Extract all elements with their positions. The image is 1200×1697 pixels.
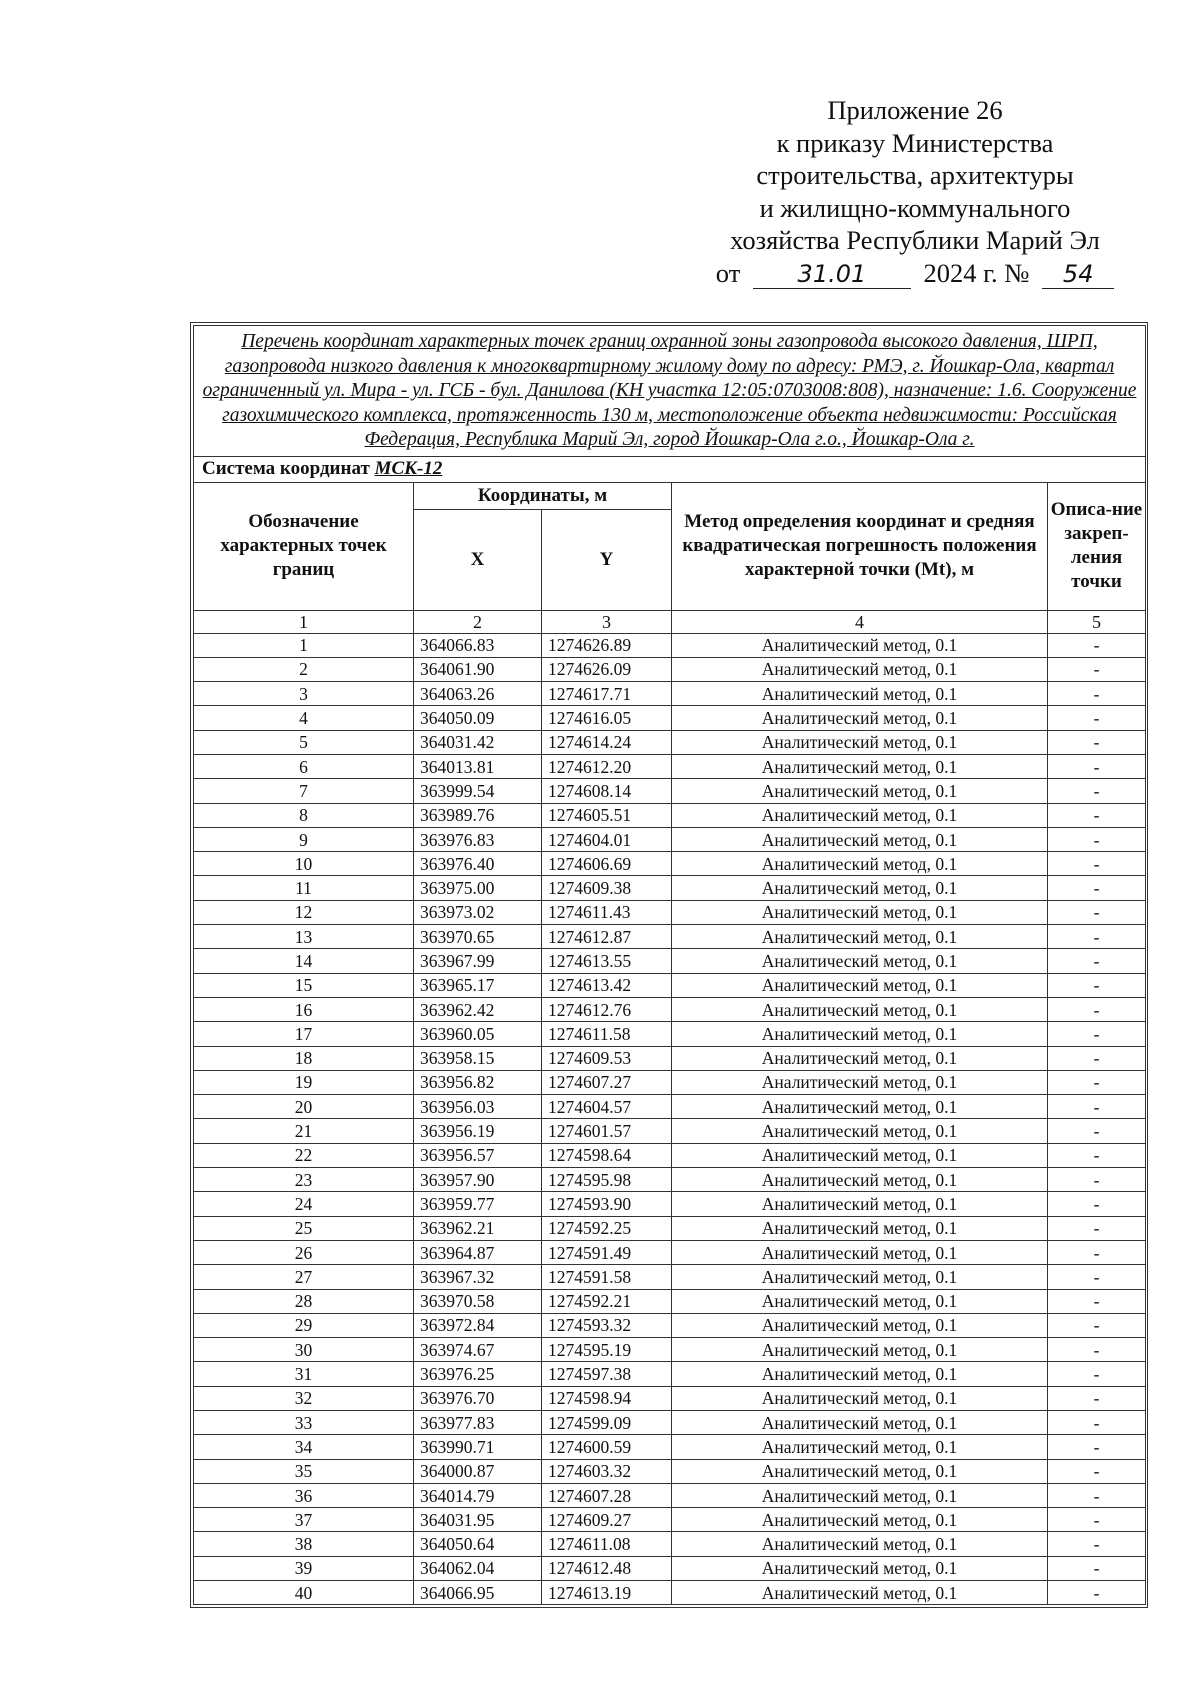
point-number-cell: 7 <box>194 779 414 803</box>
description-cell: - <box>1048 876 1146 900</box>
table-row <box>194 754 1146 778</box>
table-row <box>194 1240 1146 1264</box>
table-row <box>194 1338 1146 1362</box>
description-cell: - <box>1048 1483 1146 1507</box>
header-line-3: строительства, архитектуры <box>756 160 1074 190</box>
method-cell: Аналитический метод, 0.1 <box>672 876 1048 900</box>
header-method: Метод определения координат и средняя квадратическая погрешность положения характерной точки (Mt), м <box>672 482 1048 610</box>
y-coordinate-cell: 1274591.58 <box>542 1265 672 1289</box>
point-number-cell: 12 <box>194 900 414 924</box>
x-coordinate-cell: 363956.82 <box>414 1070 542 1094</box>
y-coordinate-cell: 1274606.69 <box>542 852 672 876</box>
coordinates-table <box>193 325 1146 1605</box>
method-cell: Аналитический метод, 0.1 <box>672 1556 1048 1580</box>
description-cell: - <box>1048 1168 1146 1192</box>
point-number-cell: 1 <box>194 633 414 657</box>
x-coordinate-cell: 364066.95 <box>414 1581 542 1605</box>
x-coordinate-cell: 363976.25 <box>414 1362 542 1386</box>
description-cell: - <box>1048 1508 1146 1532</box>
point-number-cell: 40 <box>194 1581 414 1605</box>
description-cell: - <box>1048 1022 1146 1046</box>
description-cell: - <box>1048 1119 1146 1143</box>
method-cell: Аналитический метод, 0.1 <box>672 1119 1048 1143</box>
method-cell: Аналитический метод, 0.1 <box>672 1532 1048 1556</box>
table-body <box>194 633 1146 1605</box>
description-cell: - <box>1048 1192 1146 1216</box>
table-row <box>194 1265 1146 1289</box>
y-coordinate-cell: 1274613.42 <box>542 973 672 997</box>
year-text: 2024 г. № <box>923 257 1030 288</box>
column-number: 1 <box>194 610 414 633</box>
point-number-cell: 10 <box>194 852 414 876</box>
y-coordinate-cell: 1274626.09 <box>542 657 672 681</box>
description-cell: - <box>1048 1046 1146 1070</box>
header-description: Описа-ние закреп-ления точки <box>1048 482 1146 610</box>
method-cell: Аналитический метод, 0.1 <box>672 1508 1048 1532</box>
y-coordinate-cell: 1274604.01 <box>542 827 672 851</box>
table-row <box>194 1313 1146 1337</box>
table-row <box>194 1362 1146 1386</box>
point-number-cell: 33 <box>194 1411 414 1435</box>
y-coordinate-cell: 1274613.55 <box>542 949 672 973</box>
table-row <box>194 682 1146 706</box>
method-cell: Аналитический метод, 0.1 <box>672 1022 1048 1046</box>
point-number-cell: 2 <box>194 657 414 681</box>
x-coordinate-cell: 364014.79 <box>414 1483 542 1507</box>
method-cell: Аналитический метод, 0.1 <box>672 949 1048 973</box>
point-number-cell: 19 <box>194 1070 414 1094</box>
x-coordinate-cell: 363960.05 <box>414 1022 542 1046</box>
y-coordinate-cell: 1274613.19 <box>542 1581 672 1605</box>
table-row <box>194 1459 1146 1483</box>
table-row <box>194 973 1146 997</box>
x-coordinate-cell: 363964.87 <box>414 1240 542 1264</box>
y-coordinate-cell: 1274607.27 <box>542 1070 672 1094</box>
table-row <box>194 779 1146 803</box>
method-cell: Аналитический метод, 0.1 <box>672 1265 1048 1289</box>
description-cell: - <box>1048 706 1146 730</box>
method-cell: Аналитический метод, 0.1 <box>672 1386 1048 1410</box>
description-cell: - <box>1048 754 1146 778</box>
point-number-cell: 37 <box>194 1508 414 1532</box>
table-row <box>194 852 1146 876</box>
date-prefix: от <box>715 257 741 288</box>
coordinate-system-value: МСК-12 <box>374 458 443 479</box>
header-line-4: и жилищно-коммунального <box>759 192 1071 223</box>
description-cell: - <box>1048 1313 1146 1337</box>
point-number-cell: 11 <box>194 876 414 900</box>
method-cell: Аналитический метод, 0.1 <box>672 1046 1048 1070</box>
x-coordinate-cell: 363965.17 <box>414 973 542 997</box>
description-cell: - <box>1048 852 1146 876</box>
x-coordinate-cell: 363962.21 <box>414 1216 542 1240</box>
point-number-cell: 22 <box>194 1143 414 1167</box>
point-number-cell: 38 <box>194 1532 414 1556</box>
table-row <box>194 1143 1146 1167</box>
description-cell: - <box>1048 1095 1146 1119</box>
description-cell: - <box>1048 827 1146 851</box>
point-number-cell: 3 <box>194 682 414 706</box>
y-coordinate-cell: 1274593.32 <box>542 1313 672 1337</box>
method-cell: Аналитический метод, 0.1 <box>672 925 1048 949</box>
point-number-cell: 9 <box>194 827 414 851</box>
description-cell: - <box>1048 1289 1146 1313</box>
method-cell: Аналитический метод, 0.1 <box>672 1240 1048 1264</box>
description-cell: - <box>1048 949 1146 973</box>
header-y: Y <box>542 509 672 610</box>
y-coordinate-cell: 1274611.43 <box>542 900 672 924</box>
x-coordinate-cell: 364061.90 <box>414 657 542 681</box>
point-number-cell: 4 <box>194 706 414 730</box>
description-cell: - <box>1048 1532 1146 1556</box>
y-coordinate-cell: 1274591.49 <box>542 1240 672 1264</box>
y-coordinate-cell: 1274612.76 <box>542 997 672 1021</box>
y-coordinate-cell: 1274609.38 <box>542 876 672 900</box>
table-row <box>194 730 1146 754</box>
point-number-cell: 31 <box>194 1362 414 1386</box>
description-cell: - <box>1048 900 1146 924</box>
point-number-cell: 30 <box>194 1338 414 1362</box>
method-cell: Аналитический метод, 0.1 <box>672 1313 1048 1337</box>
point-number-cell: 5 <box>194 730 414 754</box>
header-line-1: Приложение 26 <box>827 95 1003 125</box>
x-coordinate-cell: 363970.58 <box>414 1289 542 1313</box>
table-title: Перечень координат характерных точек границ охранной зоны газопровода высокого давления, ШРП, газопровода низкого давления к многоквартирному жилому дому по адресу: РМЭ, г. Йошкар-Ола, квартал ограниченный ул. Мира - ул. ГСБ - бул. Данилова (КН участка 12:05:0703008:808), назначение: 1.6. Сооружение газохимического комплекса, протяженность 130 м, местоположение объекта недвижимости: Российская Федерация, Республика Марий Эл, город Йошкар-Ола г.о., Йошкар-Ола г. <box>194 326 1146 457</box>
method-cell: Аналитический метод, 0.1 <box>672 1581 1048 1605</box>
x-coordinate-cell: 363976.70 <box>414 1386 542 1410</box>
table-row <box>194 900 1146 924</box>
point-number-cell: 39 <box>194 1556 414 1580</box>
x-coordinate-cell: 363974.67 <box>414 1338 542 1362</box>
header-line-2: к приказу Министерства <box>776 127 1054 158</box>
x-coordinate-cell: 363956.19 <box>414 1119 542 1143</box>
method-cell: Аналитический метод, 0.1 <box>672 1168 1048 1192</box>
y-coordinate-cell: 1274595.19 <box>542 1338 672 1362</box>
y-coordinate-cell: 1274603.32 <box>542 1459 672 1483</box>
point-number-cell: 28 <box>194 1289 414 1313</box>
point-number-cell: 23 <box>194 1168 414 1192</box>
description-cell: - <box>1048 1216 1146 1240</box>
description-cell: - <box>1048 779 1146 803</box>
y-coordinate-cell: 1274626.89 <box>542 633 672 657</box>
x-coordinate-cell: 363967.99 <box>414 949 542 973</box>
method-cell: Аналитический метод, 0.1 <box>672 900 1048 924</box>
description-cell: - <box>1048 730 1146 754</box>
x-coordinate-cell: 364050.64 <box>414 1532 542 1556</box>
x-coordinate-cell: 363975.00 <box>414 876 542 900</box>
method-cell: Аналитический метод, 0.1 <box>672 657 1048 681</box>
method-cell: Аналитический метод, 0.1 <box>672 973 1048 997</box>
table-row <box>194 1386 1146 1410</box>
x-coordinate-cell: 364031.95 <box>414 1508 542 1532</box>
description-cell: - <box>1048 1581 1146 1605</box>
y-coordinate-cell: 1274608.14 <box>542 779 672 803</box>
method-cell: Аналитический метод, 0.1 <box>672 1411 1048 1435</box>
point-number-cell: 25 <box>194 1216 414 1240</box>
table-row <box>194 827 1146 851</box>
y-coordinate-cell: 1274601.57 <box>542 1119 672 1143</box>
table-row <box>194 1411 1146 1435</box>
method-cell: Аналитический метод, 0.1 <box>672 803 1048 827</box>
table-row <box>194 949 1146 973</box>
y-coordinate-cell: 1274612.87 <box>542 925 672 949</box>
x-coordinate-cell: 363962.42 <box>414 997 542 1021</box>
point-number-cell: 26 <box>194 1240 414 1264</box>
description-cell: - <box>1048 1070 1146 1094</box>
table-row <box>194 1532 1146 1556</box>
header-date-line <box>700 257 1130 290</box>
y-coordinate-cell: 1274609.27 <box>542 1508 672 1532</box>
coordinate-system <box>194 456 1146 482</box>
x-coordinate-cell: 363959.77 <box>414 1192 542 1216</box>
point-number-cell: 18 <box>194 1046 414 1070</box>
y-coordinate-cell: 1274595.98 <box>542 1168 672 1192</box>
table-row <box>194 1508 1146 1532</box>
table-row <box>194 1556 1146 1580</box>
x-coordinate-cell: 363956.57 <box>414 1143 542 1167</box>
handwritten-date: 31.01 <box>753 260 911 289</box>
point-number-cell: 29 <box>194 1313 414 1337</box>
column-number: 4 <box>672 610 1048 633</box>
point-number-cell: 32 <box>194 1386 414 1410</box>
column-number: 3 <box>542 610 672 633</box>
description-cell: - <box>1048 1240 1146 1264</box>
point-number-cell: 17 <box>194 1022 414 1046</box>
y-coordinate-cell: 1274612.20 <box>542 754 672 778</box>
y-coordinate-cell: 1274598.64 <box>542 1143 672 1167</box>
description-cell: - <box>1048 1362 1146 1386</box>
y-coordinate-cell: 1274611.08 <box>542 1532 672 1556</box>
x-coordinate-cell: 364031.42 <box>414 730 542 754</box>
method-cell: Аналитический метод, 0.1 <box>672 1338 1048 1362</box>
point-number-cell: 36 <box>194 1483 414 1507</box>
header-x: X <box>414 509 542 610</box>
description-cell: - <box>1048 1435 1146 1459</box>
y-coordinate-cell: 1274612.48 <box>542 1556 672 1580</box>
table-row <box>194 876 1146 900</box>
description-cell: - <box>1048 682 1146 706</box>
method-cell: Аналитический метод, 0.1 <box>672 754 1048 778</box>
y-coordinate-cell: 1274600.59 <box>542 1435 672 1459</box>
point-number-cell: 24 <box>194 1192 414 1216</box>
table-row <box>194 633 1146 657</box>
table-row <box>194 1216 1146 1240</box>
point-number-cell: 8 <box>194 803 414 827</box>
description-cell: - <box>1048 973 1146 997</box>
point-number-cell: 20 <box>194 1095 414 1119</box>
table-row <box>194 657 1146 681</box>
table-row <box>194 1095 1146 1119</box>
y-coordinate-cell: 1274592.25 <box>542 1216 672 1240</box>
description-cell: - <box>1048 803 1146 827</box>
method-cell: Аналитический метод, 0.1 <box>672 1435 1048 1459</box>
table-row <box>194 706 1146 730</box>
method-cell: Аналитический метод, 0.1 <box>672 633 1048 657</box>
y-coordinate-cell: 1274609.53 <box>542 1046 672 1070</box>
x-coordinate-cell: 364000.87 <box>414 1459 542 1483</box>
y-coordinate-cell: 1274593.90 <box>542 1192 672 1216</box>
x-coordinate-cell: 363957.90 <box>414 1168 542 1192</box>
column-number: 2 <box>414 610 542 633</box>
table-row <box>194 1581 1146 1605</box>
method-cell: Аналитический метод, 0.1 <box>672 1483 1048 1507</box>
description-cell: - <box>1048 1556 1146 1580</box>
description-cell: - <box>1048 1459 1146 1483</box>
table-row <box>194 1046 1146 1070</box>
y-coordinate-cell: 1274599.09 <box>542 1411 672 1435</box>
description-cell: - <box>1048 997 1146 1021</box>
description-cell: - <box>1048 1143 1146 1167</box>
method-cell: Аналитический метод, 0.1 <box>672 852 1048 876</box>
y-coordinate-cell: 1274614.24 <box>542 730 672 754</box>
x-coordinate-cell: 363976.40 <box>414 852 542 876</box>
method-cell: Аналитический метод, 0.1 <box>672 1289 1048 1313</box>
method-cell: Аналитический метод, 0.1 <box>672 997 1048 1021</box>
point-number-cell: 16 <box>194 997 414 1021</box>
y-coordinate-cell: 1274598.94 <box>542 1386 672 1410</box>
table-row <box>194 1070 1146 1094</box>
description-cell: - <box>1048 1265 1146 1289</box>
description-cell: - <box>1048 1411 1146 1435</box>
table-row <box>194 1168 1146 1192</box>
description-cell: - <box>1048 925 1146 949</box>
handwritten-number: 54 <box>1042 260 1114 289</box>
y-coordinate-cell: 1274597.38 <box>542 1362 672 1386</box>
description-cell: - <box>1048 1338 1146 1362</box>
table-row <box>194 1119 1146 1143</box>
column-numbers-row <box>194 610 1146 633</box>
point-number-cell: 27 <box>194 1265 414 1289</box>
header-coordinates: Координаты, м <box>414 482 672 509</box>
description-cell: - <box>1048 1386 1146 1410</box>
document-header <box>700 94 1130 289</box>
method-cell: Аналитический метод, 0.1 <box>672 706 1048 730</box>
coordinate-system-label: Система координат <box>202 458 370 479</box>
method-cell: Аналитический метод, 0.1 <box>672 1070 1048 1094</box>
y-coordinate-cell: 1274604.57 <box>542 1095 672 1119</box>
point-number-cell: 34 <box>194 1435 414 1459</box>
table-row <box>194 925 1146 949</box>
point-number-cell: 13 <box>194 925 414 949</box>
table-row <box>194 1483 1146 1507</box>
table-row <box>194 1022 1146 1046</box>
column-number: 5 <box>1048 610 1146 633</box>
header-point: Обозначение характерных точек границ <box>194 482 414 610</box>
point-number-cell: 21 <box>194 1119 414 1143</box>
method-cell: Аналитический метод, 0.1 <box>672 730 1048 754</box>
x-coordinate-cell: 364066.83 <box>414 633 542 657</box>
point-number-cell: 14 <box>194 949 414 973</box>
x-coordinate-cell: 363958.15 <box>414 1046 542 1070</box>
method-cell: Аналитический метод, 0.1 <box>672 1459 1048 1483</box>
table-row <box>194 803 1146 827</box>
x-coordinate-cell: 363989.76 <box>414 803 542 827</box>
method-cell: Аналитический метод, 0.1 <box>672 1362 1048 1386</box>
table-row <box>194 1289 1146 1313</box>
method-cell: Аналитический метод, 0.1 <box>672 779 1048 803</box>
description-cell: - <box>1048 633 1146 657</box>
header-line-5: хозяйства Республики Марий Эл <box>730 225 1100 255</box>
method-cell: Аналитический метод, 0.1 <box>672 682 1048 706</box>
point-number-cell: 35 <box>194 1459 414 1483</box>
table-row <box>194 997 1146 1021</box>
table-row <box>194 1192 1146 1216</box>
x-coordinate-cell: 364063.26 <box>414 682 542 706</box>
y-coordinate-cell: 1274592.21 <box>542 1289 672 1313</box>
method-cell: Аналитический метод, 0.1 <box>672 827 1048 851</box>
y-coordinate-cell: 1274605.51 <box>542 803 672 827</box>
x-coordinate-cell: 363970.65 <box>414 925 542 949</box>
x-coordinate-cell: 363967.32 <box>414 1265 542 1289</box>
point-number-cell: 6 <box>194 754 414 778</box>
y-coordinate-cell: 1274616.05 <box>542 706 672 730</box>
table-row <box>194 1435 1146 1459</box>
y-coordinate-cell: 1274607.28 <box>542 1483 672 1507</box>
description-cell: - <box>1048 657 1146 681</box>
x-coordinate-cell: 363977.83 <box>414 1411 542 1435</box>
y-coordinate-cell: 1274617.71 <box>542 682 672 706</box>
coordinates-table-frame <box>190 322 1148 1608</box>
method-cell: Аналитический метод, 0.1 <box>672 1143 1048 1167</box>
y-coordinate-cell: 1274611.58 <box>542 1022 672 1046</box>
point-number-cell: 15 <box>194 973 414 997</box>
x-coordinate-cell: 364050.09 <box>414 706 542 730</box>
x-coordinate-cell: 363956.03 <box>414 1095 542 1119</box>
x-coordinate-cell: 364062.04 <box>414 1556 542 1580</box>
method-cell: Аналитический метод, 0.1 <box>672 1095 1048 1119</box>
x-coordinate-cell: 363999.54 <box>414 779 542 803</box>
x-coordinate-cell: 364013.81 <box>414 754 542 778</box>
method-cell: Аналитический метод, 0.1 <box>672 1216 1048 1240</box>
x-coordinate-cell: 363990.71 <box>414 1435 542 1459</box>
x-coordinate-cell: 363972.84 <box>414 1313 542 1337</box>
x-coordinate-cell: 363973.02 <box>414 900 542 924</box>
method-cell: Аналитический метод, 0.1 <box>672 1192 1048 1216</box>
x-coordinate-cell: 363976.83 <box>414 827 542 851</box>
